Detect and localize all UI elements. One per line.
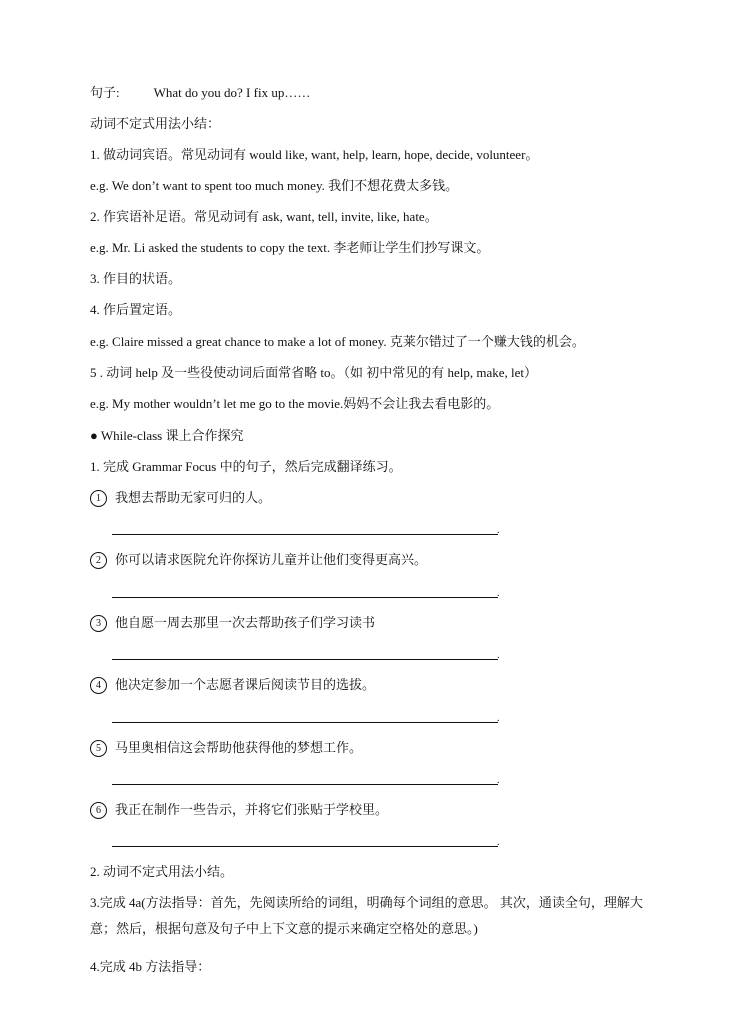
exercise-number: 1 bbox=[90, 490, 107, 507]
task-3: 3.完成 4a(方法指导：首先，先阅读所给的词组，明确每个词组的意思。 其次，通读全句，理解大意；然后，根据句意及句子中上下文意的提示来确定空格处的意思。) bbox=[90, 895, 643, 936]
exercise-text: 马里奥相信这会帮助他获得他的梦想工作。 bbox=[115, 740, 363, 755]
section-heading: ● While-class 课上合作探究 bbox=[90, 428, 244, 443]
example-line: e.g. Mr. Li asked the students to copy the text. 李老师让学生们抄写课文。 bbox=[90, 240, 490, 255]
exercise-number: 4 bbox=[90, 677, 107, 694]
exercise-number: 3 bbox=[90, 615, 107, 632]
answer-period: . bbox=[497, 525, 500, 536]
exercise-text: 你可以请求医院允许你探访儿童并让他们变得更高兴。 bbox=[115, 552, 428, 567]
exercise-item bbox=[90, 801, 388, 819]
sentence-text: What do you do? I fix up…… bbox=[153, 85, 311, 100]
exercise-text: 我想去帮助无家可归的人。 bbox=[115, 490, 272, 505]
task-1: 1. 完成 Grammar Focus 中的句子，然后完成翻译练习。 bbox=[90, 459, 402, 474]
example-line: e.g. Claire missed a great chance to make a lot of money. 克莱尔错过了一个赚大钱的机会。 bbox=[90, 334, 585, 349]
task-4: 4.完成 4b 方法指导： bbox=[90, 959, 211, 974]
exercise-number: 6 bbox=[90, 802, 107, 819]
exercise-number: 5 bbox=[90, 740, 107, 757]
example-line: e.g. My mother wouldn’t let me go to the movie.妈妈不会让我去看电影的。 bbox=[90, 396, 500, 411]
answer-line[interactable] bbox=[112, 784, 498, 785]
example-line: e.g. We don’t want to spent too much money. 我们不想花费太多钱。 bbox=[90, 178, 459, 193]
exercise-item bbox=[90, 676, 375, 694]
exercise-item bbox=[90, 489, 271, 507]
answer-line[interactable] bbox=[112, 722, 498, 723]
summary-title: 动词不定式用法小结： bbox=[90, 116, 221, 131]
answer-period: . bbox=[497, 713, 500, 724]
rule-line: 5 . 动词 help 及一些役使动词后面常省略 to。（如 初中常见的有 help, make, let） bbox=[90, 365, 538, 380]
exercise-number: 2 bbox=[90, 552, 107, 569]
exercise-text: 他决定参加一个志愿者课后阅读节目的选拔。 bbox=[115, 677, 376, 692]
answer-period: . bbox=[497, 650, 500, 661]
rule-line: 2. 作宾语补足语。常见动词有 ask, want, tell, invite, like, hate。 bbox=[90, 209, 438, 224]
answer-line[interactable] bbox=[112, 659, 498, 660]
rule-line: 1. 做动词宾语。常见动词有 would like, want, help, learn, hope, decide, volunteer。 bbox=[90, 147, 539, 162]
exercise-text: 我正在制作一些告示，并将它们张贴于学校里。 bbox=[115, 802, 389, 817]
sentence-label: 句子: bbox=[90, 85, 120, 100]
answer-period: . bbox=[497, 837, 500, 848]
answer-line[interactable] bbox=[112, 534, 498, 535]
answer-period: . bbox=[497, 588, 500, 599]
exercise-item bbox=[90, 551, 427, 569]
rule-line: 4. 作后置定语。 bbox=[90, 302, 182, 317]
exercise-text: 他自愿一周去那里一次去帮助孩子们学习读书 bbox=[115, 615, 376, 630]
exercise-item bbox=[90, 614, 375, 632]
rule-line: 3. 作目的状语。 bbox=[90, 271, 182, 286]
answer-line[interactable] bbox=[112, 846, 498, 847]
task-2: 2. 动词不定式用法小结。 bbox=[90, 864, 234, 879]
sentence-line bbox=[90, 84, 310, 102]
answer-line[interactable] bbox=[112, 597, 498, 598]
exercise-item bbox=[90, 739, 362, 757]
answer-period: . bbox=[497, 775, 500, 786]
